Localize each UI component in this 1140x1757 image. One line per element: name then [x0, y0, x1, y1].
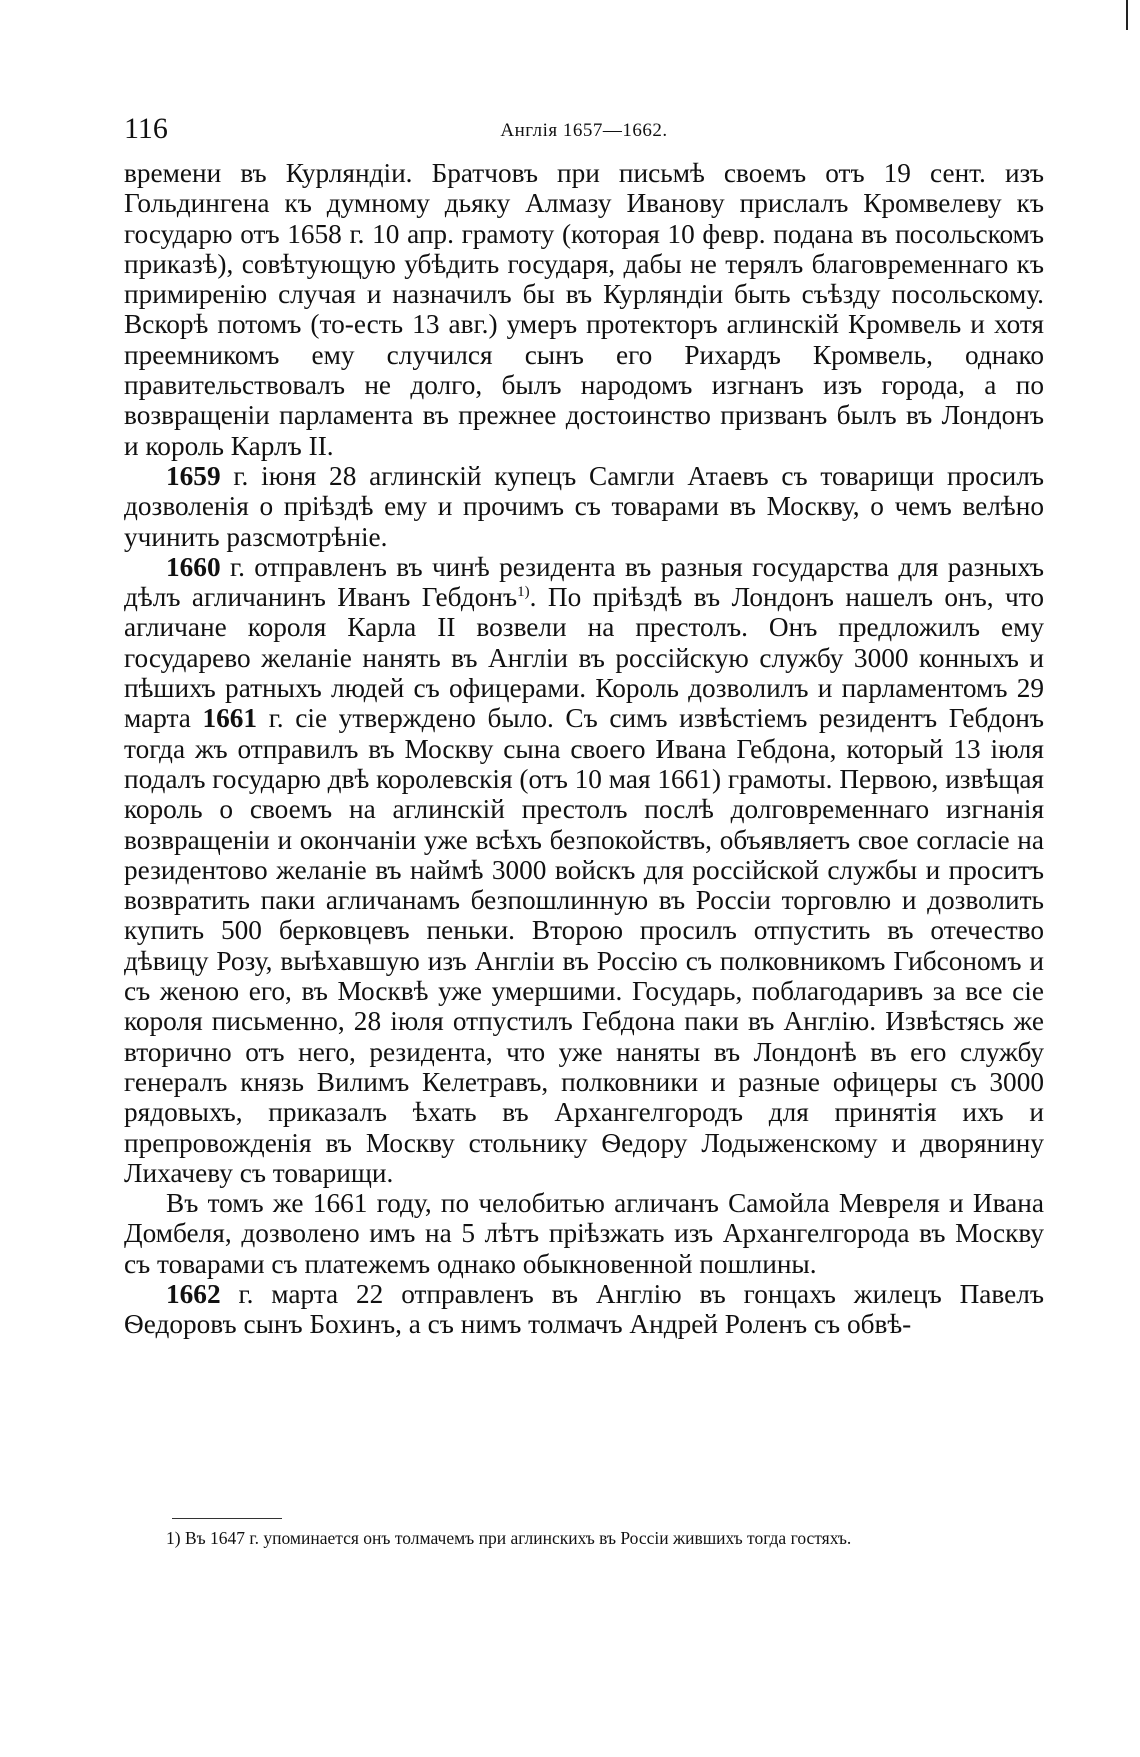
- page-header: [124, 112, 1044, 152]
- paragraph-3: [124, 552, 1044, 1188]
- paragraph-5: [124, 1279, 1044, 1340]
- year-1660: 1660: [166, 551, 221, 582]
- footnote-mark: 1): [166, 1528, 181, 1548]
- paragraph-text: . По пріѣздѣ въ Лондонъ нашелъ онъ, что агличане короля Карла II возвели на престолъ. Онъ предложилъ ему государево желаніе нанять въ Англіи въ россійскую службу 3000 конныхъ и пѣшихъ ратныхъ людей съ офицерами. Король дозволилъ и парламентомъ 29 марта: [124, 582, 1045, 734]
- page-edge-mark: [1126, 0, 1128, 30]
- year-1659: 1659: [166, 460, 221, 491]
- paragraph-text: г. марта 22 отправленъ въ Англію въ гонцахъ жилецъ Павелъ Ѳедоровъ сынъ Бохинъ, а съ нимъ толмачъ Андрей Роленъ съ обвѣ-: [124, 1278, 1044, 1340]
- paragraph-4: [124, 1188, 1044, 1279]
- paragraph-text: г. отправленъ въ чинѣ резидента въ разныя государства для разныхъ дѣлъ агличанинъ Иванъ Гебдонъ: [124, 551, 1044, 613]
- paragraph-1: [124, 158, 1044, 461]
- paragraph-text: времени въ Курляндіи. Братчовъ при письмѣ своемъ отъ 19 сент. изъ Гольдингена къ думному дьяку Алмазу Иванову прислалъ Кромвелеву къ государю отъ 1658 г. 10 апр. грамоту (которая 10 февр. подана въ посольскомъ приказѣ), совѣтующую убѣдить государя, дабы не терялъ благовременнаго къ примиренію случая и назначилъ бы въ Курляндіи быть съѣзду посольскому. Вскорѣ потомъ (то-есть 13 авг.) умеръ протекторъ аглинскій Кромвель и хотя преемникомъ ему случился сынъ его Рихардъ Кромвель, однако правительствовалъ не долго, былъ народомъ изгнанъ изъ города, а по возвращеніи парламента въ прежнее достоинство призванъ былъ въ Лондонъ и король Карлъ II.: [124, 158, 1044, 461]
- footnote-reference: 1): [517, 584, 530, 601]
- footnote: [124, 1526, 1044, 1551]
- running-title: Англія 1657—1662.: [500, 120, 668, 141]
- paragraph-text: г. сіе утверждено было. Съ симъ извѣстіемъ резидентъ Гебдонъ тогда жъ отправилъ въ Москву сына своего Ивана Гебдона, который 13 іюля подалъ государю двѣ королевскія (отъ 10 мая 1661) грамоты. Первою, извѣщая король о своемъ на аглинскій престолъ послѣ долговременнаго изгнанія возвращеніи и окончаніи уже всѣхъ безпокойствъ, объявляетъ свое согласіе на резидентово желаніе въ наймѣ 3000 войскъ для россійской службы и проситъ возвратить паки агличанамъ безпошлинную въ Россіи торговлю и дозволить купить 500 берковцевъ пеньки. Второю просилъ отпустить въ отечество дѣвицу Розу, выѣхавшую изъ Англіи въ Россію съ полковникомъ Гибсономъ и съ женою его, въ Москвѣ уже умершими. Государь, поблагодаривъ за все сіе короля письменно, 28 іюля отпустилъ Гебдона паки въ Англію. Извѣстясь же вторично отъ него, резидента, что уже наняты въ Лондонѣ въ его службу генералъ князь Вилимъ Келетравъ, полковники и разные офицеры съ 3000 рядовыхъ, приказалъ ѣхать въ Архангелгородъ для принятія ихъ и препровожденія въ Москву стольнику Ѳедору Лодыженскому и дворянину Лихачеву съ товарищи.: [124, 703, 1044, 1188]
- year-1662: 1662: [166, 1278, 221, 1309]
- paragraph-text: Въ томъ же 1661 году, по челобитью агличанъ Самойла Мевреля и Ивана Домбеля, дозволено имъ на 5 лѣтъ пріѣзжать изъ Архангелгорода въ Москву съ товарами съ платежемъ однако обыкновенной пошлины.: [124, 1188, 1044, 1279]
- year-1661: 1661: [202, 703, 258, 734]
- footnote-divider: [172, 1518, 282, 1519]
- paragraph-2: [124, 461, 1044, 552]
- footnote-text: Въ 1647 г. упоминается онъ толмачемъ при аглинскихъ въ Россіи жившихъ тогда гостяхъ.: [180, 1528, 852, 1548]
- body-text: [124, 158, 1044, 1340]
- page-number: 116: [124, 112, 168, 145]
- paragraph-text: г. іюня 28 аглинскій купецъ Самгли Атаевъ съ товарищи просилъ дозволенія о пріѣздѣ ему и прочимъ съ товарами въ Москву, о чемъ велѣно учинить разсмотрѣніе.: [124, 460, 1044, 552]
